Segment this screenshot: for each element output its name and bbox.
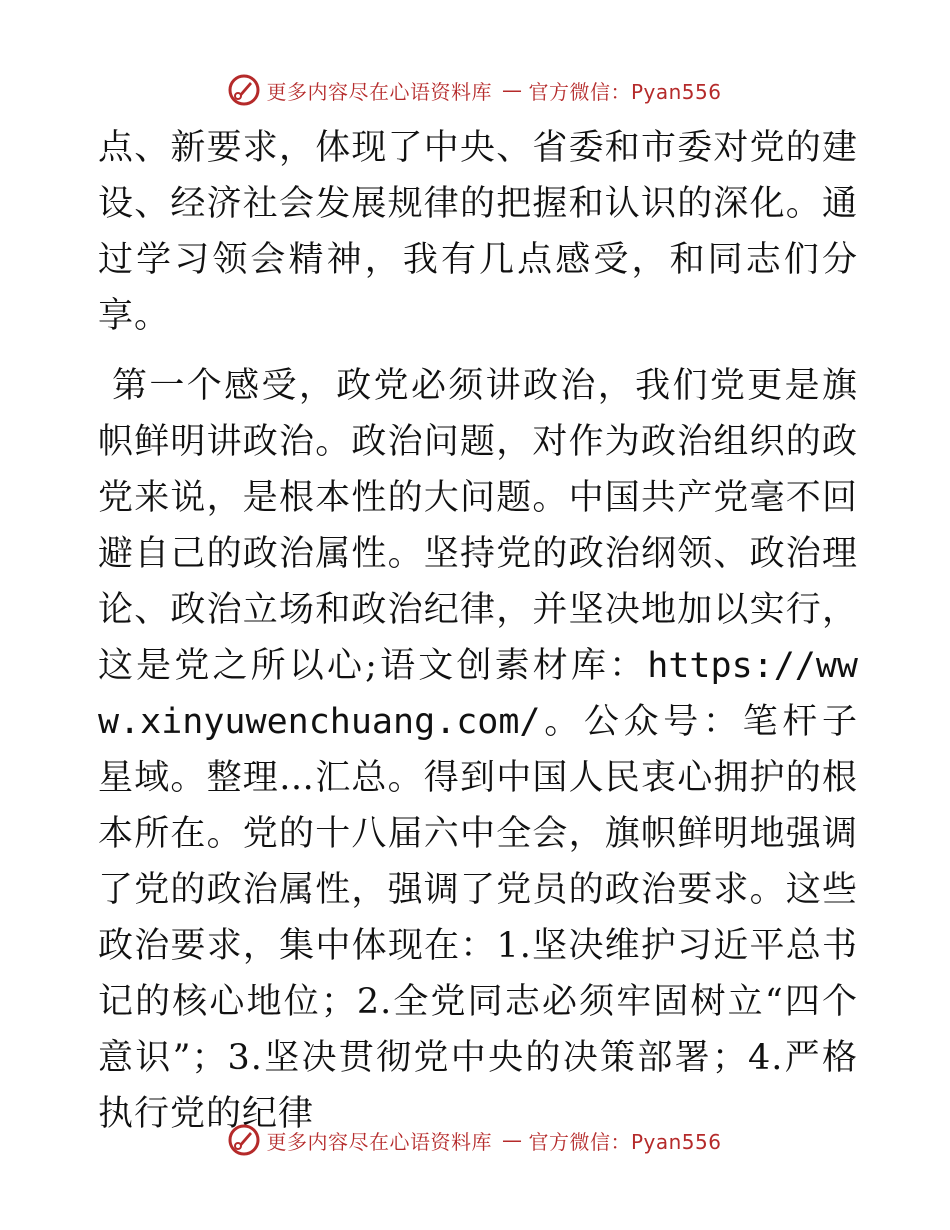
header-separator: — bbox=[501, 78, 523, 102]
footer-banner bbox=[0, 1120, 950, 1160]
header-brand-text: 更多内容尽在心语资料库 bbox=[266, 79, 492, 104]
paragraph-1: 点、新要求，体现了中央、省委和市委对党的建设、经济社会发展规律的把握和认识的深化。通过学习领会精神，我有几点感受，和同志们分享。 bbox=[98, 128, 858, 336]
quill-seal-icon bbox=[228, 1124, 260, 1156]
quill-seal-icon bbox=[228, 74, 260, 106]
document-body bbox=[98, 120, 858, 1142]
footer-brand-text: 更多内容尽在心语资料库 bbox=[266, 1129, 492, 1154]
footer-separator: — bbox=[501, 1128, 523, 1152]
source-url-text: https://www.xinyuwenchuang.com/ bbox=[98, 646, 858, 742]
paragraph-2-part-2: 。公众号：笔杆子星域。整理…汇总。得到中国人民衷心拥护的根本所在。党的十八届六中全会，旗帜鲜明地强调了党的政治属性，强调了党员的政治要求。这些政治要求，集中体现在：1.坚决维护习近平总书记的核心地位；2.全党同志必须牢固树立“四个意识”；3.坚决贯彻党中央的决策部署；4.严格执行党的纪律 bbox=[98, 702, 858, 1134]
paragraph-2 bbox=[98, 358, 858, 1142]
header-wechat-text: 官方微信：Pyan556 bbox=[528, 79, 722, 104]
footer-wechat-text: 官方微信：Pyan556 bbox=[528, 1129, 722, 1154]
paragraph-2-part-1: 第一个感受，政党必须讲政治，我们党更是旗帜鲜明讲政治。政治问题，对作为政治组织的政党来说，是根本性的大问题。中国共产党毫不回避自己的政治属性。坚持党的政治纲领、政治理论、政治立场和政治纪律，并坚决地加以实行，这是党之所以心;语文创素材库： bbox=[98, 366, 858, 686]
header-banner bbox=[0, 70, 950, 110]
